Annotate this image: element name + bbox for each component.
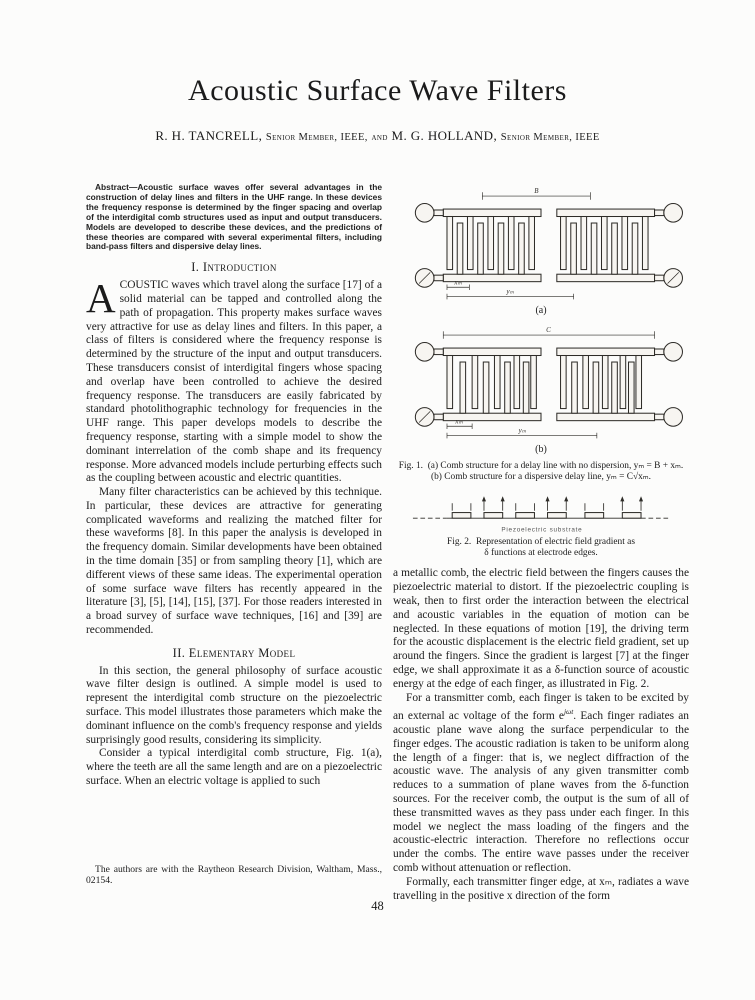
figure-1-caption-b: (b) Comb structure for a dispersive delay line, yₘ = C√xₘ. xyxy=(431,471,651,482)
bonding-pads xyxy=(415,342,443,426)
abstract-label: Abstract— xyxy=(95,182,138,192)
svg-text:xₘ: xₘ xyxy=(455,417,463,426)
figure-1-caption xyxy=(393,461,689,483)
section-heading-introduction: I. Introduction xyxy=(191,260,277,275)
electrodes xyxy=(452,513,641,519)
dimension-ym xyxy=(447,427,597,439)
dropcap-letter: A xyxy=(86,275,116,322)
author-affiliation-footnote: The authors are with the Raytheon Research Division, Waltham, Mass., 02154. xyxy=(86,864,382,887)
figure-2-caption-line2: δ functions at electrode edges. xyxy=(484,548,598,559)
exponent-jwt: jωt xyxy=(563,707,574,717)
page-number: 48 xyxy=(371,899,384,913)
author-name-1: R. H. TANCRELL, xyxy=(155,128,263,143)
svg-text:C: C xyxy=(546,326,551,335)
transmitter-paragraph-pre: For a transmitter comb, each finger is taken to be excited by an external ac voltage of the form e xyxy=(393,691,689,723)
body-paragraph-metallic-comb: a metallic comb, the electric field between the fingers causes the piezoelectric material to distort. If the piezoelectric coupling is weak, then to first order the interaction between the electrical and acoustic variables in the equation of motion can be neglected. In these equations of motion [19], the driving term for the acoustic displacement is the electric field gradient, set up around the fingers. Since the gradient is largest [7] at the finger edge, we shall approximate it as a δ-function source of acoustic energy at the edge of each finger, as illustrated in Fig. 2. xyxy=(393,567,689,690)
figure-1b-sublabel: (b) xyxy=(535,443,547,455)
comb-fingers xyxy=(561,355,642,413)
figure-2-caption xyxy=(393,537,689,559)
figure-1-label: Fig. 1. xyxy=(398,460,423,471)
figure-1 xyxy=(393,183,689,483)
svg-text:yₘ: yₘ xyxy=(518,426,527,435)
authors-line xyxy=(0,128,755,144)
body-paragraph-formally: Formally, each transmitter finger edge, at xₘ, radiates a wave travelling in the positive x direction of the form xyxy=(393,875,689,902)
paper-title: Acoustic Surface Wave Filters xyxy=(188,74,567,107)
comb-fingers xyxy=(561,217,648,275)
figure-2-caption-line1: Representation of electric field gradient as xyxy=(475,537,635,547)
figure-1a-comb-diagram xyxy=(396,183,686,304)
authors-conjunction: and xyxy=(371,132,388,143)
figure-2-label: Fig. 2. xyxy=(447,537,472,547)
bonding-pads xyxy=(415,203,443,287)
transmitter-comb xyxy=(415,342,541,426)
delta-function-arrows xyxy=(452,496,643,510)
abstract xyxy=(86,183,382,252)
bonding-pads xyxy=(655,203,683,287)
dimension-ym xyxy=(447,288,574,300)
svg-text:B: B xyxy=(534,187,539,196)
figure-1-caption-a: (a) Comb structure for a delay line with no dispersion, yₘ = B + xₘ. xyxy=(427,460,684,471)
left-column xyxy=(86,183,382,911)
intro-paragraph-1 xyxy=(86,275,382,486)
figure-1a-sublabel: (a) xyxy=(535,305,547,316)
elementary-paragraph-2: Consider a typical interdigital comb structure, Fig. 1(a), where the teeth are all the same length and are on a piezoelectric surface. When an electric voltage is applied to such xyxy=(86,747,382,788)
author-role-1: Senior Member, IEEE, xyxy=(265,132,368,143)
dimension-B xyxy=(482,187,590,200)
section-heading-elementary-model: II. Elementary Model xyxy=(172,645,296,660)
receiver-comb xyxy=(557,342,683,426)
right-column-text xyxy=(393,567,689,903)
figure-1b-comb-diagram xyxy=(396,322,686,443)
transmitter-paragraph-post: . Each finger radiates an acoustic plane wave along the surface perpendicular to the finger edges. The acoustic radiation is taken to be uniform along the length of a finger: that is, we neglect diffraction of the acoustic wave. The analysis of any given transmitter comb reduces to a summation of plane waves from the δ-function sources. For the receiver comb, the output is the sum of all of these transmitted waves as they pass under each finger. In this model we neglect the mass loading of the fingers and the acoustic-electric interaction. Therefore no reflections occur under the combs. The entire wave passes under the receiver comb without attenuation or reflection. xyxy=(393,710,690,874)
author-role-2: Senior Member, IEEE xyxy=(500,132,600,143)
substrate-label: Piezoelectric substrate xyxy=(501,526,583,534)
abstract-text: Acoustic surface waves offer several advantages in the construction of delay lines and filters in the UHF range. In these devices the frequency response is determined by the finger spacing and overlap of the interdigital comb structures used as input and output transducers. Models are developed to describe these devices, and the predictions of these theories are compared with several experimental filters, including band-pass filters and dispersive delay lines. xyxy=(86,182,382,252)
bonding-pads xyxy=(655,342,683,426)
elementary-paragraph-1: In this section, the general philosophy of surface acoustic wave filter design is outlined. A simple model is used to represent the interdigital comb structure on the piezoelectric surface. This model illustrates those parameters which make the dominant influence on the comb's frequency response and yields surprisingly good results, considering its simplicity. xyxy=(86,664,382,746)
svg-text:yₘ: yₘ xyxy=(506,287,515,296)
author-name-2: M. G. HOLLAND, xyxy=(391,128,498,143)
right-column xyxy=(393,183,689,903)
dimension-C xyxy=(443,326,654,339)
receiver-comb xyxy=(557,203,683,287)
transmitter-comb xyxy=(415,203,541,287)
comb-fingers xyxy=(447,355,536,413)
figure-2-electrode-diagram xyxy=(405,492,677,535)
svg-text:xₘ: xₘ xyxy=(454,278,462,287)
intro-paragraph-2: Many filter characteristics can be achieved by this technique. In particular, these devices are attractive for generating complicated waveforms and realizing the matched filter for these waveforms [8]. In this paper the analysis is developed in the frequency domain. Similar developments have been obtained in the time domain [35] or from sampling theory [1], which are different views of these same ideas. The experimental operation of some surface wave filters has recently appeared in the literature [3], [5], [14], [15], [37]. For those readers interested in a broad survey of surface wave techniques, [16] and [39] are recommended. xyxy=(86,486,382,637)
body-paragraph-transmitter-comb xyxy=(393,692,689,876)
figure-2 xyxy=(393,492,689,559)
comb-fingers xyxy=(447,217,534,275)
intro-paragraph-1-text: COUSTIC waves which travel along the surface [17] of a solid material can be tapped and controlled along the path of propagation. This property makes surface waves very attractive for use as delay lines and filters. In this paper, a class of filters is considered where the frequency response is determined by the structure of the input and output transducers. These transducers consist of interdigital fingers whose spacing and overlap have been controlled to achieve the desired frequency response. The transducers are easily fabricated by standard photolithographic technology for frequencies in the UHF range. This paper develops models to describe the frequency response, starting with a simple model to show the dominant interrelation of the comb shape and its frequency response. More advanced models include perturbing effects such as the coupling between acoustic and electric quantities. xyxy=(86,279,382,485)
